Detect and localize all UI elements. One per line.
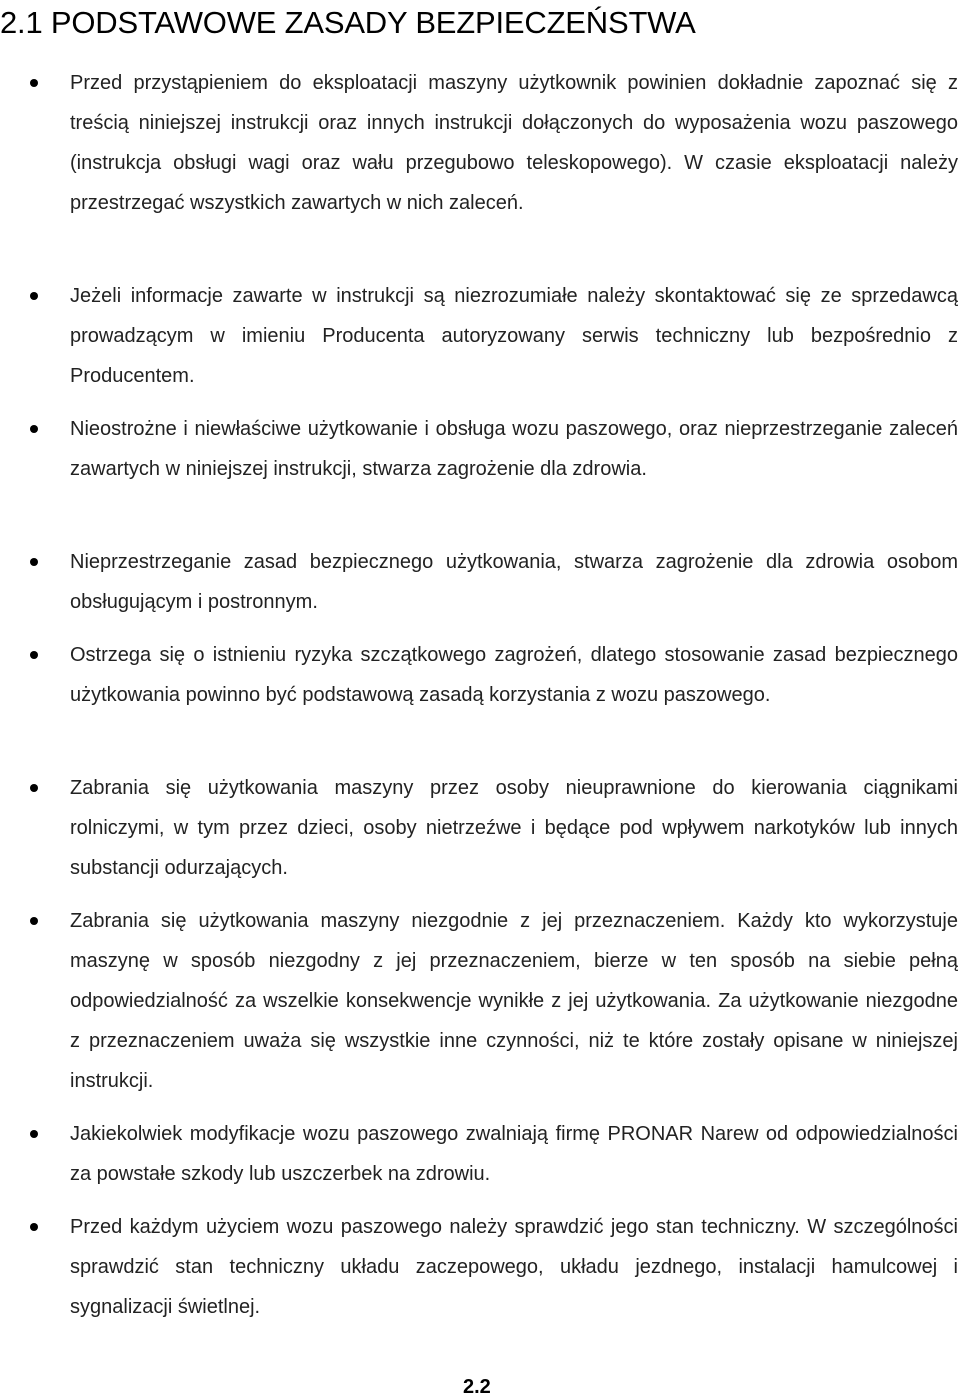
bullet-dot-icon — [30, 1223, 38, 1231]
bullet-text: Jeżeli informacje zawarte w instrukcji są niezrozumiałe należy skontaktować się ze sprzedawcą prowadzącym w imieniu Producenta autoryzowany serwis techniczny lub bezpośrednio z Producentem. — [70, 285, 958, 387]
bullet-text: Zabrania się użytkowania maszyny przez osoby nieuprawnione do kierowania ciągnikami rolniczymi, w tym przez dzieci, osoby nietrzeźwe i będące pod wpływem narkotyków lub innych substancji odurzających. — [70, 777, 958, 879]
bullet-dot-icon — [30, 425, 38, 433]
bullet-dot-icon — [30, 651, 38, 659]
section-title: 2.1 PODSTAWOWE ZASADY BEZPIECZEŃSTWA — [0, 5, 696, 40]
bullet-dot-icon — [30, 1130, 38, 1138]
page-number: 2.2 — [463, 1376, 491, 1398]
bullet-text: Jakiekolwiek modyfikacje wozu paszowego zwalniają firmę PRONAR Narew od odpowiedzialności za powstałe szkody lub uszczerbek na zdrowiu. — [70, 1123, 958, 1185]
bullet-dot-icon — [30, 79, 38, 87]
bullet-dot-icon — [30, 558, 38, 566]
bullet-dot-icon — [30, 784, 38, 792]
bullet-text: Zabrania się użytkowania maszyny niezgodnie z jej przeznaczeniem. Każdy kto wykorzystuje maszynę w sposób niezgodny z jej przeznaczeniem, bierze w ten sposób na siebie pełną odpowiedzialność za wszelkie konsekwencje wynikłe z jej użytkowania. Za użytkowanie niezgodne z przeznaczeniem uważa się wszystkie inne czynności, niż te które zostały opisane w niniejszej instrukcji. — [70, 910, 958, 1092]
bullet-text: Nieprzestrzeganie zasad bezpiecznego użytkowania, stwarza zagrożenie dla zdrowia osobom obsługującym i postronnym. — [70, 551, 958, 613]
bullet-text: Przed przystąpieniem do eksploatacji maszyny użytkownik powinien dokładnie zapoznać się z treścią niniejszej instrukcji oraz innych instrukcji dołączonych do wyposażenia wozu paszowego (instrukcja obsługi wagi oraz wału przegubowo teleskopowego). W czasie eksploatacji należy przestrzegać wszystkich zawartych w nich zaleceń. — [70, 72, 958, 214]
bullet-dot-icon — [30, 292, 38, 300]
bullet-text: Nieostrożne i niewłaściwe użytkowanie i obsługa wozu paszowego, oraz nieprzestrzeganie zaleceń zawartych w niniejszej instrukcji, stwarza zagrożenie dla zdrowia. — [70, 418, 958, 480]
bullet-dot-icon — [30, 917, 38, 925]
bullet-text: Ostrzega się o istnieniu ryzyka szczątkowego zagrożeń, dlatego stosowanie zasad bezpiecznego użytkowania powinno być podstawową zasadą korzystania z wozu paszowego. — [70, 644, 958, 706]
bullet-text: Przed każdym użyciem wozu paszowego należy sprawdzić jego stan techniczny. W szczególności sprawdzić stan techniczny układu zaczepowego, układu jezdnego, instalacji hamulcowej i sygnalizacji świetlnej. — [70, 1216, 958, 1318]
